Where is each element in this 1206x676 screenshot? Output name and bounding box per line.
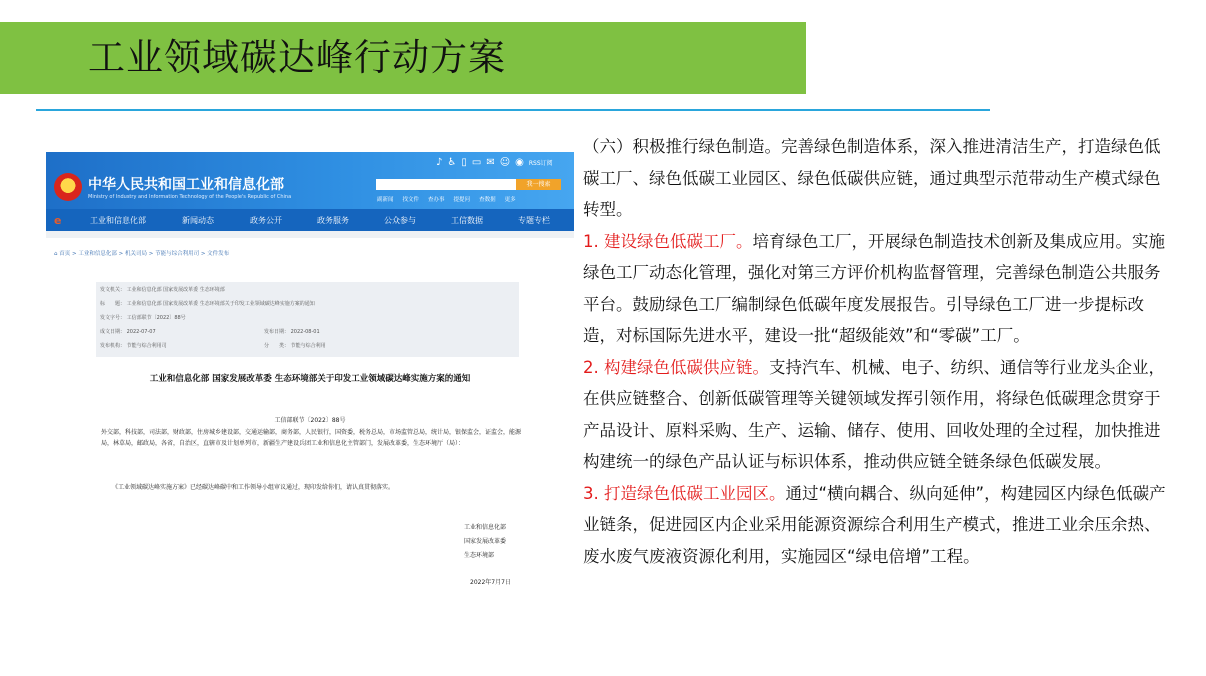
meta-doc-no: 发文字号： 工信部联节〔2022〕88号 [100, 315, 186, 321]
main-nav [46, 209, 574, 231]
quick-link[interactable]: 查办事 [428, 197, 445, 203]
meta-subject: 标 题： 工业和信息化部 国家发展改革委 生态环境部关于印发工业领域碳达峰实施方案的通知 [100, 301, 315, 307]
rss-icon[interactable]: ◉ [515, 157, 529, 168]
miit-notice-screenshot [46, 152, 574, 612]
title-divider [36, 109, 990, 111]
mobile-icon[interactable]: ▯ [461, 157, 472, 168]
item-heading: 3. 打造绿色低碳工业园区。 [583, 483, 786, 503]
document-meta [96, 282, 519, 357]
site-header [46, 152, 574, 209]
quick-link[interactable]: 找文件 [402, 197, 420, 203]
search-button[interactable]: 我一搜索 [516, 179, 561, 190]
search-input[interactable] [376, 179, 516, 190]
nav-item[interactable]: 工业和信息化部 [90, 216, 146, 225]
sign-date: 2022年7月7日 [470, 579, 511, 586]
nav-item[interactable]: 专题专栏 [518, 216, 550, 225]
quick-links [377, 195, 525, 203]
policy-item-1 [583, 226, 1173, 352]
header-tools [436, 157, 553, 168]
site-name-en: Ministry of Industry and Information Technology of the People's Republic of China [88, 194, 292, 200]
signer: 工业和信息化部 [464, 524, 507, 531]
mail-icon[interactable]: ✉ [486, 157, 500, 168]
signer: 生态环境部 [464, 552, 495, 559]
header-divider [46, 231, 574, 238]
intro-paragraph: （六）积极推行绿色制造。完善绿色制造体系，深入推进清洁生产，打造绿色低碳工厂、绿色低碳工业园区、绿色低碳供应链，通过典型示范带动生产模式绿色转型。 [583, 137, 1161, 219]
policy-text [583, 131, 1173, 572]
accessibility-icon[interactable]: ♿ [447, 157, 462, 168]
meta-category: 分 类： 节能与综合利用 [264, 343, 326, 349]
nav-item[interactable]: 工信数据 [451, 216, 483, 225]
item-text: 通过“横向耦合、纵向延伸”，构建园区内绿色低碳产业链条，促进园区内企业采用能源资源综合利用生产模式，推进工业余压余热、废水废气废液资源化利用，实施园区“绿电倍增”工程。 [583, 483, 1166, 566]
item-heading: 1. 建设绿色低碳工厂。 [583, 231, 753, 251]
nav-item[interactable]: 政务公开 [250, 216, 282, 225]
policy-item-2 [583, 352, 1173, 478]
wechat-icon[interactable]: ☺ [499, 157, 516, 168]
document-title: 工业和信息化部 国家发展改革委 生态环境部关于印发工业领域碳达峰实施方案的通知 [149, 374, 471, 384]
meta-issuer: 发文机关： 工业和信息化部 国家发展改革委 生态环境部 [100, 287, 225, 293]
document-recipients: 外交部，科技部，司法部，财政部，住房城乡建设部，交通运输部，商务部，人民银行，国资委，税务总局，市场监管总局，统计局，银保监会，证监会，能源局，林草局，邮政局，各省，自治区，直辖市及计划单列市，新疆生产建设兵团工业和信息化主管部门，发展改革委，生态环境厅（局）： [101, 429, 522, 447]
policy-item-3 [583, 478, 1173, 573]
signer: 国家发展改革委 [464, 538, 507, 545]
nav-item[interactable]: 公众参与 [384, 216, 416, 225]
quick-link[interactable]: 提提问 [453, 197, 471, 203]
quick-link[interactable]: 副新闻 [377, 197, 394, 203]
meta-publisher: 发布机构： 节能与综合利用司 [100, 343, 167, 349]
slide-title: 工业领域碳达峰行动方案 [88, 36, 506, 79]
tablet-icon[interactable]: ▭ [471, 157, 487, 168]
national-emblem-icon [54, 173, 82, 201]
e-logo-icon: e [54, 214, 62, 227]
site-name: 中华人民共和国工业和信息化部 [88, 177, 284, 193]
quick-link[interactable]: 更多 [504, 197, 516, 203]
weibo-icon[interactable]: ♪ [436, 157, 448, 168]
rss-label[interactable]: RSS订阅 [528, 160, 553, 167]
nav-item[interactable]: 政务服务 [317, 216, 349, 225]
item-text: 支持汽车、机械、电子、纺织、通信等行业龙头企业，在供应链整合、创新低碳管理等关键领域发挥引领作用，将绿色低碳理念贯穿于产品设计、原料采购、生产、运输、储存、使用、回收处理的全过程，加快推进构建统一的绿色产品认证与标识体系，推动供应链全链条绿色低碳发展。 [583, 357, 1165, 471]
item-text: 培育绿色工厂，开展绿色制造技术创新及集成应用。实施绿色工厂动态化管理，强化对第三方评价机构监督管理，完善绿色制造公共服务平台。鼓励绿色工厂编制绿色低碳年度发展报告。引导绿色工厂进一步提标改造，对标国际先进水平，建设一批“超级能效”和“零碳”工厂。 [583, 231, 1165, 345]
nav-item[interactable]: 新闻动态 [182, 216, 214, 225]
breadcrumb[interactable]: ⌂ 首页 > 工业和信息化部 > 机关司局 > 节能与综合利用司 > 文件发布 [54, 251, 230, 257]
document-body: 《工业领域碳达峰实施方案》已经碳达峰碳中和工作领导小组审议通过，现印发给你们，请认真贯彻落实。 [112, 484, 395, 491]
item-heading: 2. 构建绿色低碳供应链。 [583, 357, 769, 377]
meta-date-issued: 发布日期： 2022-08-01 [264, 329, 320, 335]
meta-date-made: 成文日期： 2022-07-07 [100, 329, 156, 335]
document-number: 工信部联节〔2022〕88号 [274, 417, 346, 424]
quick-link[interactable]: 查数据 [479, 197, 496, 203]
